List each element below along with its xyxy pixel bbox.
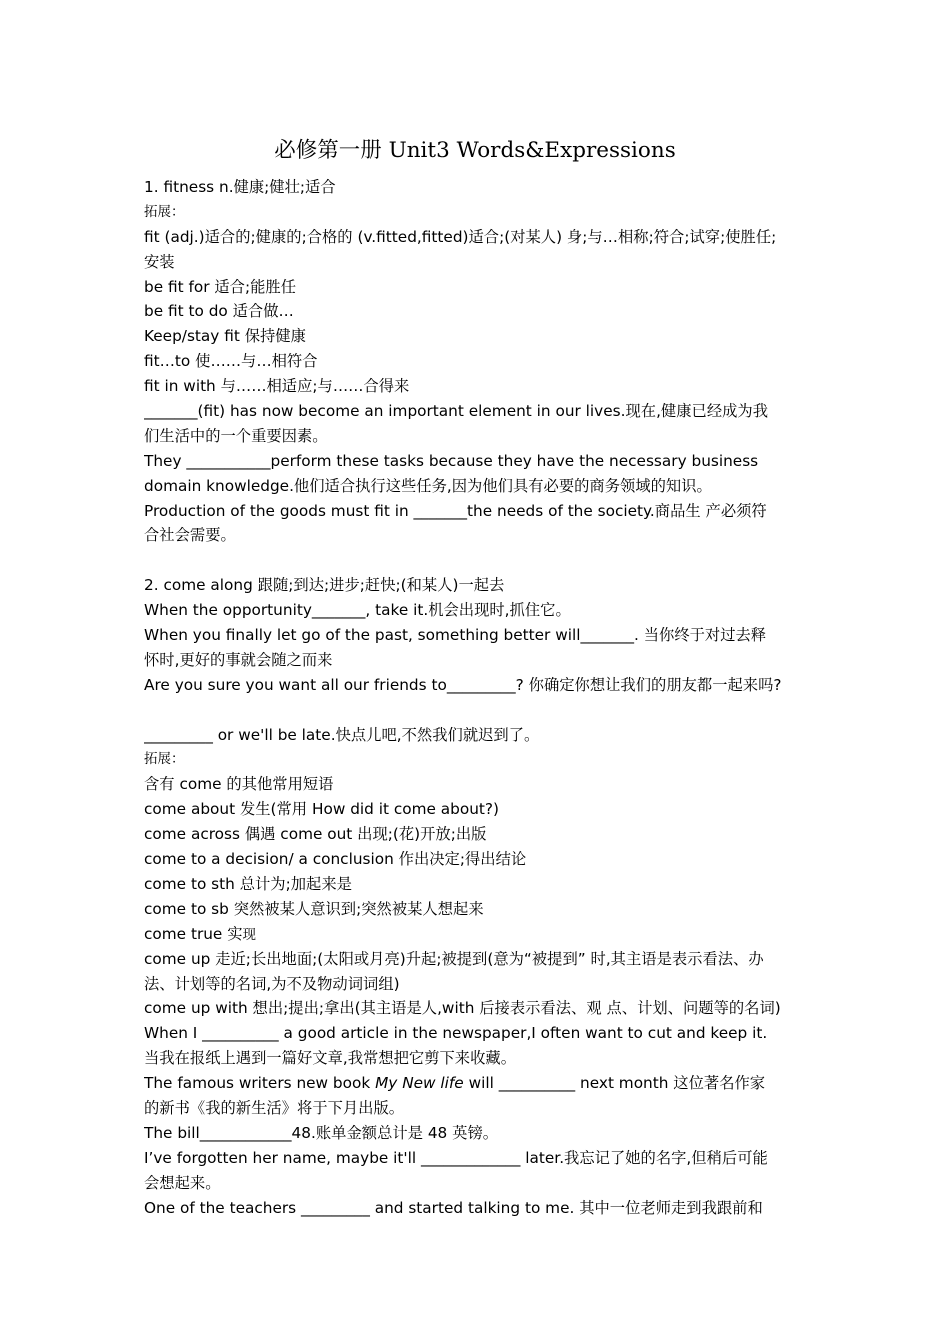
come-exercise2-pre: The famous writers new book [144, 1074, 376, 1093]
come-exercise2-line2: 的新书《我的新生活》将于下月出版。 [144, 1098, 405, 1117]
phrase-come-true-main: come true 实 [144, 924, 243, 943]
section1-heading: 1. fitness n.健康;健壮;适合 [144, 178, 336, 196]
phrase-come-to-sb: come to sb 突然被某人意识到;突然被某人想起来 [144, 899, 484, 918]
come-along-exercise2-line1: When you finally let go of the past, something better will_______. 当你终于对过去释 [144, 626, 767, 645]
come-along-exercise2-line2: 怀时,更好的事就会随之而来 [144, 650, 333, 669]
document-body [144, 175, 814, 1220]
come-exercise2-line1 [144, 1071, 814, 1096]
phrase-come-to-decision: come to a decision/ a conclusion 作出决定;得出结论 [144, 850, 527, 869]
fit-exercise2-line1: They ___________perform these tasks because they have the necessary business [144, 451, 759, 470]
phrase-come-about: come about 发生(常用 How did it come about?) [144, 800, 500, 819]
section2-expand-label: 拓展： [144, 751, 185, 768]
fit-exercise1-line1: _______(fit) has now become an important element in our lives.现在,健康已经成为我 [144, 402, 769, 421]
phrase-fit-in-with: fit in with 与……相适应;与……合得来 [144, 377, 410, 396]
phrase-come-to-sth: come to sth 总计为;加起来是 [144, 874, 352, 893]
come-exercise4-line1: I’ve forgotten her name, maybe it'll _____________ later.我忘记了她的名字,但稍后可能 [144, 1148, 768, 1167]
phrase-come-up-with: come up with 想出;提出;拿出(其主语是人,with 后接表示看法、观 点、计划、问题等的名词) [144, 999, 781, 1018]
come-along-exercise4: _________ or we'll be late.快点儿吧,不然我们就迟到了。 [144, 725, 540, 744]
phrase-come-up-line1: come up 走近;长出地面;(太阳或月亮)升起;被提到(意为“被提到” 时,其主语是表示看法、办 [144, 949, 764, 968]
come-phrases-intro: 含有 come 的其他常用短语 [144, 775, 334, 794]
phrase-come-up-line2: 法、计划等的名词,为不及物动词词组) [144, 974, 400, 993]
phrase-be-fit-for: be fit for 适合;能胜任 [144, 277, 297, 296]
phrase-keep-fit: Keep/stay fit 保持健康 [144, 327, 306, 346]
come-exercise1-line2: 当我在报纸上遇到一篇好文章,我常想把它剪下来收藏。 [144, 1049, 516, 1068]
come-along-exercise1: When the opportunity_______, take it.机会出现时,抓住它。 [144, 601, 571, 620]
section1-expand-label: 拓展： [144, 203, 185, 220]
phrase-come-true-tail: 现 [242, 926, 256, 943]
blank-line [144, 698, 814, 723]
fit-exercise3-line2: 合社会需要。 [144, 526, 236, 545]
fit-exercise1-line2: 们生活中的一个重要因素。 [144, 426, 328, 445]
phrase-come-true [144, 922, 814, 947]
fit-exercise3-line1: Production of the goods must fit in _______the needs of the society.商品生 产必须符 [144, 501, 767, 520]
phrase-fit-to: fit…to 使……与…相符合 [144, 352, 318, 371]
fit-exercise2-line2: domain knowledge.他们适合执行这些任务,因为他们具有必要的商务领域的知识。 [144, 476, 712, 495]
blank-line [144, 548, 814, 573]
phrase-come-across: come across 偶遇 come out 出现;(花)开放;出版 [144, 825, 487, 844]
section2-heading: 2. come along 跟随;到达;进步;赶快;(和某人)一起去 [144, 576, 505, 595]
book-title: My New life [375, 1074, 464, 1093]
phrase-be-fit-to-do: be fit to do 适合做… [144, 302, 294, 321]
come-exercise3: The bill____________48.账单金额总计是 48 英镑。 [144, 1123, 499, 1142]
document-title: 必修第一册 Unit3 Words&Expressions [274, 138, 676, 163]
fit-definition-line1: fit (adj.)适合的;健康的;合格的 (v.fitted,fitted)适合;(对某人) 身;与…相称;符合;试穿;使胜任; [144, 227, 777, 246]
come-exercise1-line1: When I __________ a good article in the newspaper,I often want to cut and keep it. [144, 1024, 768, 1043]
come-along-exercise3: Are you sure you want all our friends to_________? 你确定你想让我们的朋友都一起来吗? [144, 675, 782, 694]
come-exercise5-line1: One of the teachers _________ and started talking to me. 其中一位老师走到我跟前和 [144, 1198, 763, 1217]
come-exercise2-post: will __________ next month 这位著名作家 [463, 1074, 766, 1093]
fit-definition-line2: 安装 [144, 252, 175, 271]
come-exercise4-line2: 会想起来。 [144, 1173, 221, 1192]
